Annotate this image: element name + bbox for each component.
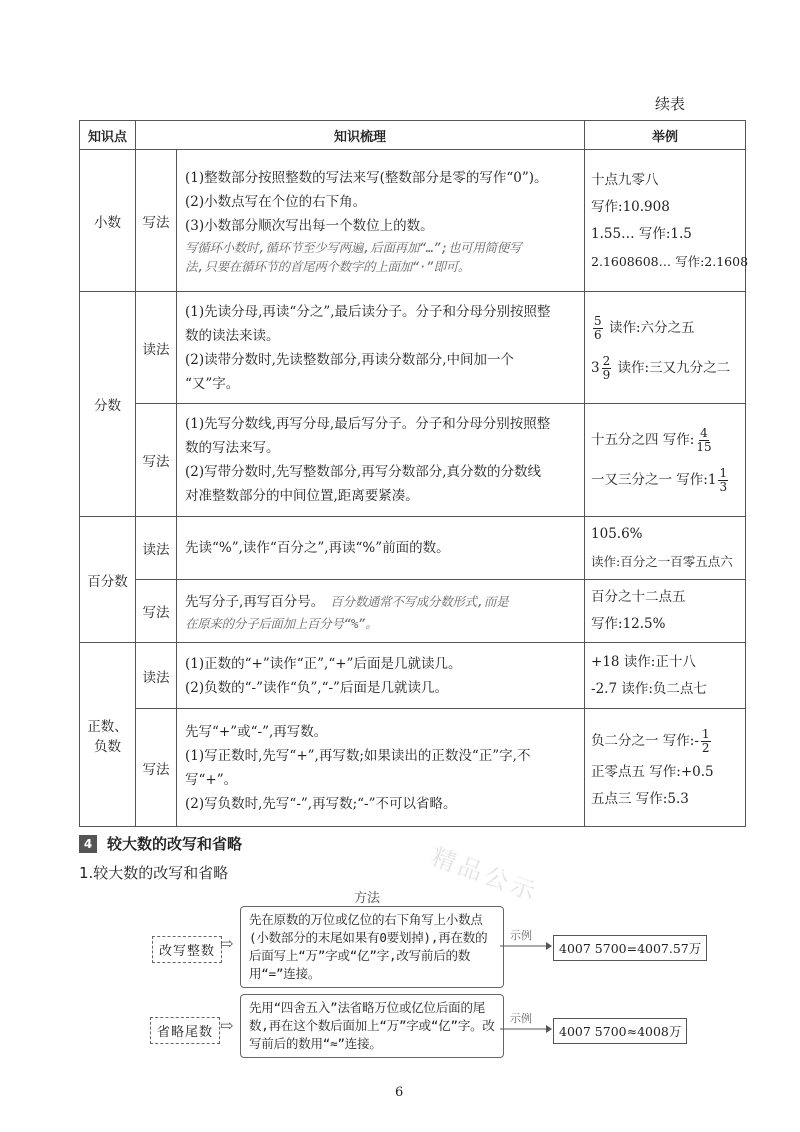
table-header-row — [80, 121, 746, 150]
arrow-icon: ⇨ — [220, 1016, 234, 1035]
note-text: 在原来的分子后面加上百分号“%”。 — [185, 615, 378, 631]
continued-label: 续表 — [655, 95, 686, 113]
watermark: 精品公示 — [427, 842, 543, 908]
fraction: $\frac{5}{6}$ — [594, 313, 602, 342]
rewrite-description: 先在原数的万位或亿位的右下角写上小数点(小数部分的末尾如果有0要划掉),再在数的后面写上“万”字或“亿”字,改写前后的数用“=”连接。 — [240, 906, 504, 988]
arrow-icon — [500, 1023, 552, 1035]
table-row — [80, 292, 746, 404]
table-row — [80, 150, 746, 292]
table-row — [80, 517, 746, 580]
subsection-title: 1.较大数的改写和省略 — [79, 864, 229, 882]
header-topic: 知识点 — [80, 121, 136, 150]
examples-cell: +18 读作:正十八 -2.7 读作:负二点七 — [585, 643, 746, 709]
header-rules: 知识梳理 — [136, 121, 585, 150]
examples-cell: 百分之十二点五 写作:12.5% — [585, 580, 746, 643]
table-row — [80, 709, 746, 827]
method-cell: 读法 — [136, 292, 177, 404]
topic-decimal: 小数 — [80, 150, 136, 292]
knowledge-table — [79, 120, 749, 827]
topic-fraction: 分数 — [80, 292, 136, 517]
rules-cell: (1)先写分数线,再写分母,最后写分子。分子和分母分别按照整 数的写法来写。 (2)写带分数时,先写整数部分,再写分数部分,真分数的分数线 对准整数部分的中间位置,距离要紧凑。 — [177, 404, 585, 517]
rules-cell: 先写分子,再写百分号。 百分数通常不写成分数形式,而是 在原来的分子后面加上百分号“%”。 — [177, 580, 585, 643]
rules-cell: 先读“%”,读作“百分之”,再读“%”前面的数。 — [177, 517, 585, 580]
examples-cell: $\frac{5}{6}$ 读作:六分之五 3 $\frac{2}{9}$ 读作:三又九分之二 — [585, 292, 746, 404]
example-label: 示例 — [510, 1012, 532, 1025]
section-title: 较大数的改写和省略 — [107, 835, 243, 853]
examples-cell: 十点九零八 写作:10.908 1.55… 写作:1.5 2.1608608… 写作:2.1608 — [585, 150, 746, 292]
section-heading — [79, 833, 242, 854]
omit-description: 先用“四舍五入”法省略万位或亿位后面的尾数,再在这个数后面加上“万”字或“亿”字。改写前后的数用“≈”连接。 — [240, 994, 504, 1058]
arrow-icon: ⇨ — [220, 934, 234, 953]
note-text: 法,只要在循环节的首尾两个数字的上面加“·”即可。 — [185, 258, 471, 274]
examples-cell: 负二分之一 写作:- $\frac{1}{2}$ 正零点五 写作:+0.5 五点三 写作:5.3 — [585, 709, 746, 827]
rewrite-example: 4007 5700=4007.57万 — [553, 935, 707, 961]
method-cell: 写法 — [136, 709, 177, 827]
rules-cell: (1)整数部分按照整数的写法来写(整数部分是零的写作“0”)。 (2)小数点写在个位的右下角。 (3)小数部分顺次写出每一个数位上的数。 写循环小数时,循环节至少写两遍,后面再加“…”;也可用简便写 法,只要在循环节的首尾两个数字的上面加“·”即可。 — [177, 150, 585, 292]
method-title: 方法 — [354, 891, 381, 906]
header-examples: 举例 — [585, 121, 746, 150]
fraction: $\frac{1}{3}$ — [719, 466, 728, 494]
fraction: $\frac{4}{15}$ — [696, 426, 712, 454]
table-row — [80, 580, 746, 643]
method-cell: 写法 — [136, 404, 177, 517]
topic-percent: 百分数 — [80, 517, 136, 643]
method-cell: 写法 — [136, 150, 177, 292]
page-number: 6 — [395, 1085, 404, 1100]
rules-cell: (1)正数的“+”读作“正”,“+”后面是几就读几。 (2)负数的“-”读作“负”,“-”后面是几就读几。 — [177, 643, 585, 709]
section-number: 4 — [79, 835, 97, 853]
table-row — [80, 404, 746, 517]
examples-cell: 十五分之四 写作: $\frac{4}{15}$ 一又三分之一 写作:1 $\frac{1}{3}$ — [585, 404, 746, 517]
method-cell: 读法 — [136, 643, 177, 709]
omit-example: 4007 5700≈4008万 — [553, 1018, 687, 1044]
topic-signed: 正数、负数 — [80, 643, 136, 827]
table-row — [80, 643, 746, 709]
fraction: $\frac{2}{9}$ — [602, 353, 611, 382]
rules-cell: (1)先读分母,再读“分之”,最后读分子。分子和分母分别按照整 数的读法来读。 (2)读带分数时,先读整数部分,再读分数部分,中间加一个 “又”字。 — [177, 292, 585, 404]
note-text: 百分数通常不写成分数形式,而是 — [330, 593, 509, 609]
omit-label: 省略尾数 — [150, 1017, 220, 1044]
fraction: $\frac{1}{2}$ — [701, 726, 710, 755]
method-cell: 读法 — [136, 517, 177, 580]
example-label: 示例 — [510, 929, 532, 942]
rewrite-label: 改写整数 — [152, 936, 222, 963]
method-cell: 写法 — [136, 580, 177, 643]
note-text: 写循环小数时,循环节至少写两遍,后面再加“…”;也可用简便写 — [185, 239, 522, 255]
examples-cell: 105.6% 读作:百分之一百零五点六 — [585, 517, 746, 580]
arrow-icon — [500, 940, 552, 952]
rules-cell: 先写“+”或“-”,再写数。 (1)写正数时,先写“+”,再写数;如果读出的正数没“正”字,不 写“+”。 (2)写负数时,先写“-”,再写数;“-”不可以省略。 — [177, 709, 585, 827]
